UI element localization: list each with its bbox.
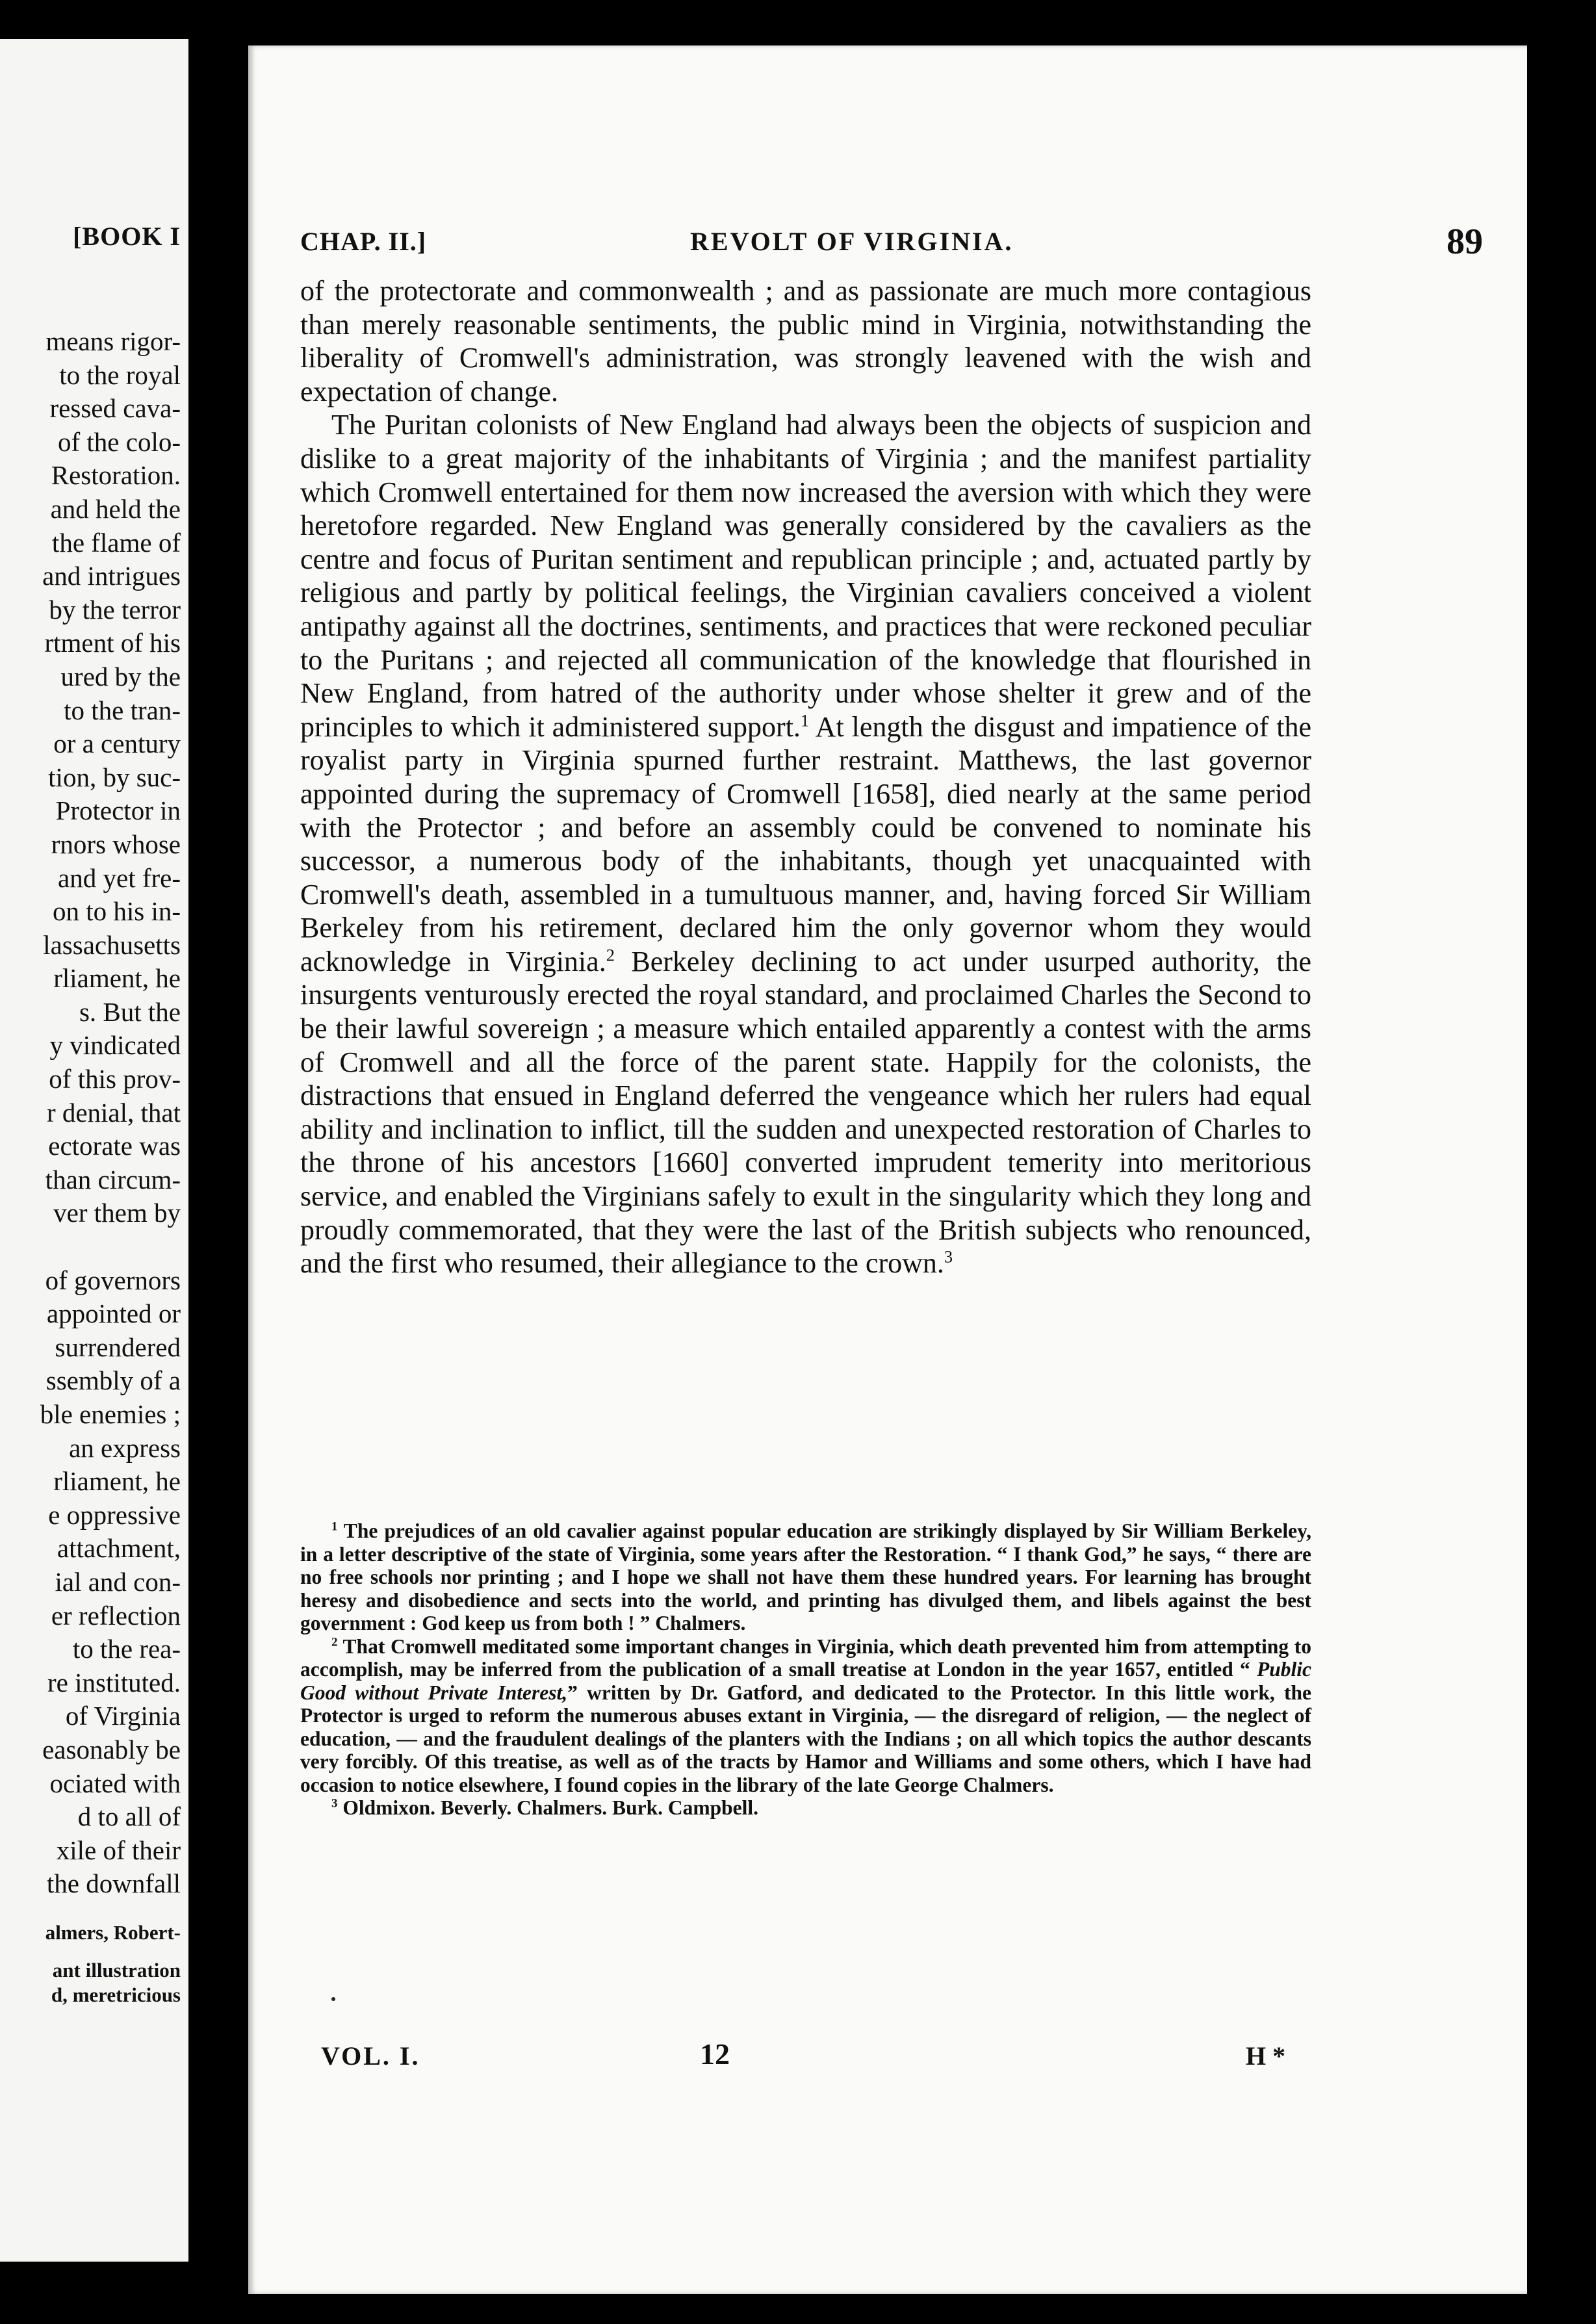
footnote-mark: 3 — [331, 1796, 338, 1811]
footnote-ref-2[interactable]: 2 — [606, 945, 615, 965]
left-page-line: rliament, he — [53, 963, 181, 994]
left-page-line: by the terror — [49, 594, 181, 625]
chapter-title: REVOLT OF VIRGINIA. — [690, 227, 1014, 256]
footnote-1 — [300, 1519, 1311, 1635]
left-page-line: or a century — [53, 729, 181, 759]
text-segment: At length the disgust and impatience of the royalist party in Virginia spurned further restraint. Matthews, the last governor appointed during the supremacy of Cromwell [1658], died nearly at the same period with the Protector ; and before an assembly could be convened to nominate his successor, a numerous body of the inhabitants, though yet unacquainted with Cromwell's death, assembled in a tumultuous manner, and, having forced Sir William Berkeley from his retirement, declared him the only governor whom they would acknowledge in Virginia. — [300, 710, 1311, 977]
signature-mark: H * — [1246, 2041, 1286, 2071]
book-title: Public Good without Private Interest, — [300, 1658, 1311, 1704]
book-gutter — [188, 0, 240, 2324]
left-page-line: and intrigues — [42, 561, 181, 591]
left-page-line: means rigor- — [45, 326, 181, 356]
left-page-line: Restoration. — [51, 460, 181, 491]
running-head — [300, 221, 1483, 266]
left-page-line: e oppressive — [48, 1499, 181, 1530]
left-page-line: lassachusetts — [43, 929, 181, 960]
left-page-line: to the rea- — [72, 1634, 181, 1664]
left-page-line: er reflection — [51, 1600, 181, 1631]
left-footnote-line: almers, Robert- — [45, 1921, 181, 1944]
left-page-line: of governors — [45, 1265, 181, 1295]
footnote-mark: 2 — [331, 1635, 338, 1649]
printer-signature — [300, 2037, 1311, 2086]
left-page-line: y vindicated — [49, 1030, 181, 1061]
footnote-3 — [300, 1796, 1311, 1820]
left-facing-page — [0, 39, 188, 2262]
scan-border — [1527, 0, 1596, 2324]
left-page-line: ociated with — [49, 1768, 181, 1798]
left-footnote-line: d, meretricious — [51, 1983, 181, 2006]
left-page-line: of Virginia — [65, 1701, 181, 1731]
footnote-mark: 1 — [331, 1519, 338, 1534]
footnote-ref-3[interactable]: 3 — [944, 1246, 953, 1267]
left-page-line — [0, 1230, 181, 1264]
left-page-line: rtment of his — [44, 628, 181, 658]
volume-label: VOL. I. — [321, 2041, 420, 2071]
left-page-line: ectorate was — [48, 1131, 181, 1161]
left-page-line: re instituted. — [47, 1667, 181, 1698]
text-segment: The Puritan colonists of New England had always been the objects of suspicion and dislike to a great majority of the inhabitants of Virginia ; and the manifest partiality which Cromwell entertained for them now increased the aversion with which they were heretofore regarded. New England was generally considered by the cavaliers as the centre and focus of Puritan sentiment and republican principle ; and, actuated partly by religious and partly by political feelings, the Virginian cavaliers conceived a violent antipathy against all the doctrines, sentiments, and practices that were reckoned peculiar to the Puritans ; and rejected all communication of the knowledge that flourished in New England, from hatred of the authority under whose shelter it grew and of the principles to which it administered support. — [300, 409, 1311, 743]
left-page-line: and yet fre- — [58, 862, 181, 893]
left-page-line: and held the — [50, 493, 181, 524]
left-page-line: ble enemies ; — [40, 1399, 181, 1429]
left-page-line: rliament, he — [53, 1466, 181, 1497]
left-page-line: an express — [69, 1432, 181, 1463]
text-segment: Berkeley declining to act under usurped authority, the insurgents venturously erected the royal standard, and proclaimed Charles the Second to be their lawful sovereign ; a measure which entailed apparently a contest with the arms of Cromwell and all the force of the parent state. Happily for the colonists, the distractions that ensued in England deferred the vengeance which her rulers had equal ability and inclination to inflict, till the sudden and unexpected restoration of Charles to the throne of his ancestors [1660] converted imprudent temerity into meritorious service, and enabled the Virginians safely to exult in the singularity which they long and proudly commemorated, that they were the last of the British subjects who renounced, and the first who resumed, their allegiance to the crown. — [300, 945, 1311, 1280]
left-page-line: d to all of — [77, 1801, 181, 1832]
left-page-line: rnors whose — [51, 829, 181, 859]
footnote-text: The prejudices of an old cavalier against popular education are strikingly displayed by Sir William Berkeley, in a letter descriptive of the state of Virginia, some years after the Restoration. “ I thank God,” he says, “ there are no free schools nor printing ; and I hope we shall not have them these hundred years. For learning has brought heresy and disobedience and sects into the world, and printing has divulged them, and libels against the best government : God keep us from both ! ” Chalmers. — [300, 1519, 1311, 1634]
left-page-line: on to his in- — [52, 896, 181, 927]
left-page-line: ver them by — [53, 1198, 181, 1228]
left-page-line: xile of their — [56, 1835, 181, 1865]
left-page-footnotes — [0, 1920, 181, 2008]
left-page-line: ial and con- — [55, 1566, 181, 1597]
left-page-line: s. But the — [79, 996, 181, 1027]
left-page-line: appointed or — [46, 1298, 181, 1329]
left-footnote-line — [0, 1945, 181, 1958]
chapter-label: CHAP. II.] — [300, 227, 427, 256]
footnote-2 — [300, 1635, 1311, 1797]
left-page-line: the downfall — [46, 1868, 181, 1899]
footnotes — [300, 1519, 1311, 1820]
left-page-line: ssembly of a — [45, 1365, 181, 1396]
left-page-text — [0, 325, 181, 1901]
left-page-line: to the tran- — [64, 695, 181, 725]
footnote-text: That Cromwell meditated some important changes in Virginia, which death prevented him from attempting to accomplish, may be inferred from the publication of a small treatise at London in the year 1657, entitled “ — [300, 1634, 1312, 1681]
left-page-line: attachment, — [57, 1533, 181, 1564]
left-footnote-line: ant illustration — [52, 1959, 181, 1982]
paragraph-continued: of the protectorate and commonwealth ; and as passionate are much more contagious than merely reasonable sentiments, the public mind in Virginia, notwithstanding the liberality of Cromwell's administration, was strongly leavened with the wish and expectation of change. — [300, 275, 1311, 407]
left-page-line: of this prov- — [49, 1064, 181, 1094]
left-page-line: easonably be — [42, 1734, 181, 1764]
left-page-line: than circum- — [45, 1164, 181, 1194]
footnote-text: ” written by Dr. Gatford, and dedicated to the Protector. In this little work, the Protector is urged to reform the numerous abuses extant in Virginia, — the disregard of religion, — the neglect of education, — and the fraudulent dealings of the planters with the Indians ; on all which topics the author descants very forcibly. Of this treatise, as well as of the tracts by Hamor and Williams and some others, which I have had occasion to notice elsewhere, I found copies in the library of the late George Chalmers. — [300, 1681, 1311, 1796]
ink-speck — [331, 1997, 335, 2001]
left-page-line: surrendered — [55, 1332, 181, 1362]
left-page-line: of the colo- — [58, 426, 181, 457]
gathering-number: 12 — [700, 2037, 730, 2071]
left-page-line: tion, by suc- — [48, 762, 181, 792]
page-number: 89 — [1447, 222, 1483, 262]
left-page-line: ured by the — [60, 661, 181, 691]
footnote-ref-1[interactable]: 1 — [800, 710, 810, 730]
left-page-line: Protector in — [55, 795, 181, 826]
left-page-line: ressed cava- — [49, 393, 181, 424]
left-running-head: [BOOK I — [73, 222, 181, 251]
paragraph-puritan-colonists — [300, 408, 1311, 1280]
left-page-line: r denial, that — [46, 1097, 181, 1128]
left-page-line: to the royal — [59, 359, 181, 390]
main-text — [300, 274, 1311, 1280]
left-page-line: the flame of — [51, 527, 181, 558]
right-page — [248, 45, 1527, 2294]
footnote-text: Oldmixon. Beverly. Chalmers. Burk. Campbell. — [342, 1796, 758, 1819]
